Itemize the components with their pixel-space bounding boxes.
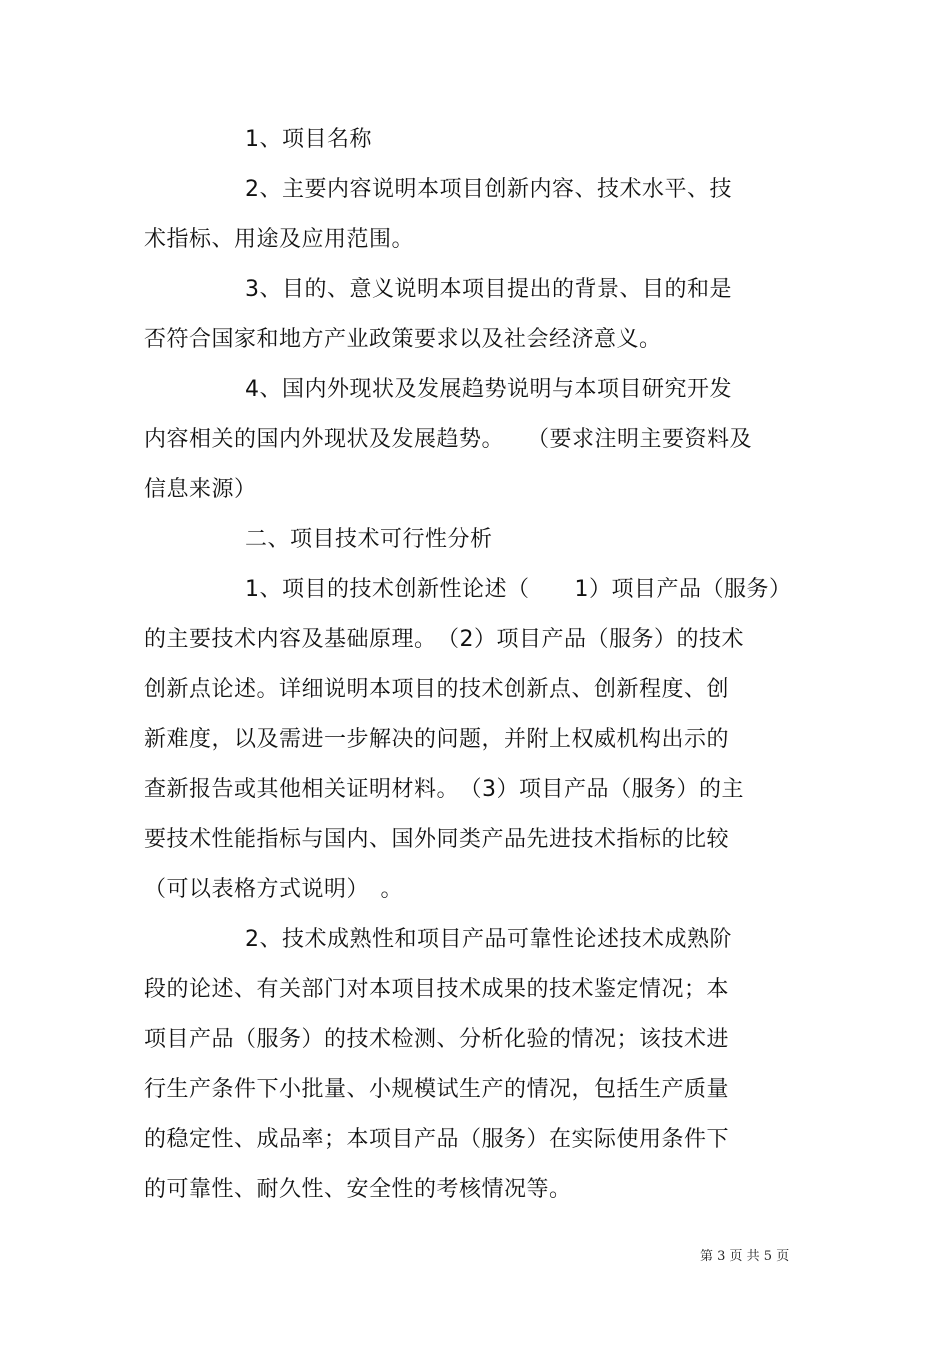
- paragraph-line: 2、技术成熟性和项目产品可靠性论述技术成熟阶: [245, 927, 732, 952]
- paragraph-line: 的主要技术内容及基础原理。 （2）项目产品（服务）的技术: [144, 627, 744, 652]
- item-heading: 1、项目名称: [245, 127, 372, 152]
- paragraph-line: 术指标、用途及应用范围。: [144, 227, 415, 252]
- paragraph-line: 4、国内外现状及发展趋势说明与本项目研究开发: [245, 377, 732, 402]
- paragraph-line: 3、目的、意义说明本项目提出的背景、目的和是: [245, 277, 732, 302]
- paragraph-line: 内容相关的国内外现状及发展趋势。 （要求注明主要资料及: [144, 427, 753, 452]
- paragraph-line: 段的论述、有关部门对本项目技术成果的技术鉴定情况；本: [144, 977, 730, 1002]
- paragraph-line: 信息来源）: [144, 477, 257, 502]
- paragraph-line: 新难度，以及需进一步解决的问题，并附上权威机构出示的: [144, 727, 730, 752]
- paragraph-line: 的稳定性、成品率；本项目产品（服务）在实际使用条件下: [144, 1127, 730, 1152]
- page-number: 第 3 页 共 5 页: [700, 1249, 790, 1264]
- paragraph-line: 行生产条件下小批量、小规模试生产的情况，包括生产质量: [144, 1077, 730, 1102]
- paragraph-line: 要技术性能指标与国内、国外同类产品先进技术指标的比较: [144, 827, 730, 852]
- section-heading: 二、项目技术可行性分析: [245, 527, 493, 552]
- paragraph-line: 1、项目的技术创新性论述（ 1）项目产品（服务）: [245, 577, 792, 602]
- paragraph-line: 项目产品（服务）的技术检测、分析化验的情况；该技术进: [144, 1027, 730, 1052]
- paragraph-line: 2、主要内容说明本项目创新内容、技术水平、技: [245, 177, 732, 202]
- paragraph-line: 创新点论述。详细说明本项目的技术创新点、创新程度、创: [144, 677, 730, 702]
- paragraph-line: 否符合国家和地方产业政策要求以及社会经济意义。: [144, 327, 662, 352]
- paragraph-line: 查新报告或其他相关证明材料。 （3）项目产品（服务）的主: [144, 777, 744, 802]
- paragraph-line: 的可靠性、耐久性、安全性的考核情况等。: [144, 1177, 572, 1202]
- paragraph-line: （可以表格方式说明） 。: [144, 877, 404, 902]
